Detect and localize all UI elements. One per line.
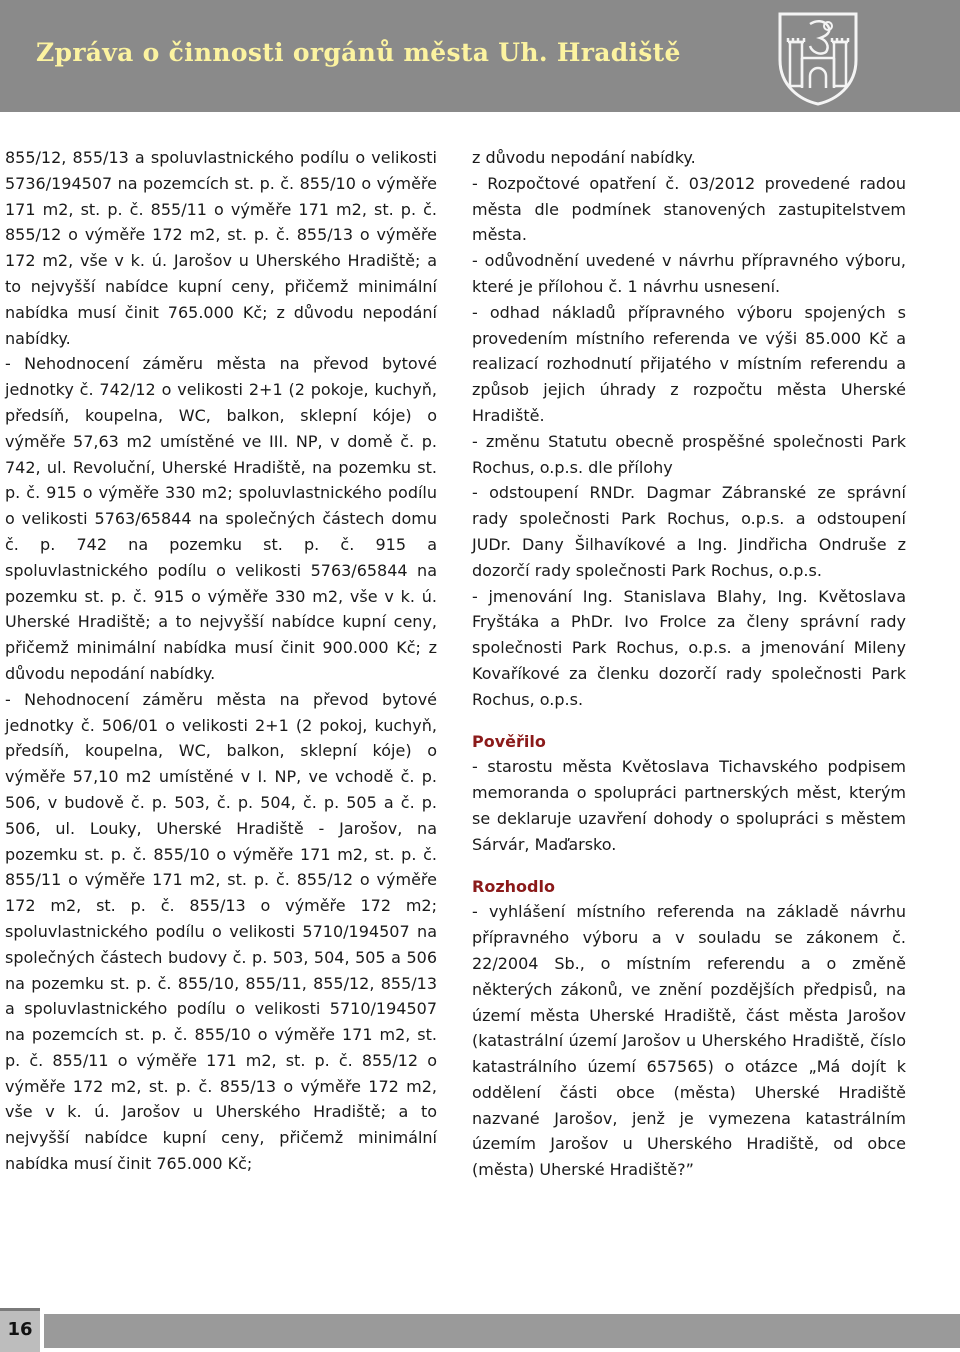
page-number: 16 [7, 1319, 33, 1340]
page-title: Zpráva o činnosti orgánů města Uh. Hradiště [36, 38, 681, 67]
paragraph: - vyhlášení místního referenda na základě návrhu přípravného výboru a v souladu se zákonem č. 22/2004 Sb., o místním referendu a o změně některých zákonů, ve znění pozdějších předpisů, na území města Uherské Hradiště, část města Jarošov (katastrální území Jarošov u Uherského Hradiště, číslo katastrálního území 657565) o otázce „Má dojít k oddělení části obce (města) Uherské Hradiště nazvané Jarošov, jenž je vymezena katastrálním územím Jarošov u Uherského Hradiště, od obce (města) Uherské Hradiště?” [472, 902, 906, 1180]
footer-bar [44, 1314, 960, 1348]
paragraph: - odhad nákladů přípravného výboru spojených s provedením místního referenda ve výši 85.000 Kč a realizací rozhodnutí přijatého v místním referendu a způsob jejich úhrady z rozpočtu města Uherské Hradiště. [472, 302, 906, 425]
paragraph: - starostu města Květoslava Tichavského podpisem memoranda o spolupráci partnerských měst, kterým se deklaruje uzavření dohody o spolupráci s městem Sárvár, Maďarsko. [472, 757, 906, 854]
paragraph: - jmenování Ing. Stanislava Blahy, Ing. Květoslava Fryštáka a PhDr. Ivo Frolce za členy správní rady společnosti Park Rochus, o.p.s. a jmenování Mileny Kovaříkové za členku dozorčí rady společnosti Park Rochus, o.p.s. [472, 586, 906, 709]
paragraph: - odůvodnění uvedené v návrhu přípravného výboru, které je přílohou č. 1 návrhu usnesení. [472, 251, 906, 296]
page-number-box [0, 1308, 40, 1352]
left-column [5, 145, 437, 1177]
city-coat-of-arms-icon [770, 8, 866, 106]
section-heading-poverilo: Pověřilo [472, 731, 546, 751]
paragraph: z důvodu nepodání nabídky. [472, 148, 696, 167]
paragraph: - Nehodnocení záměru města na převod bytové jednotky č. 506/01 o velikosti 2+1 (2 pokoj, kuchyň, předsíň, koupelna, WC, balkon, sklepní kóje) o výměře 57,10 m2 umístěné v I. NP, ve vchodě č. p. 506, v budově č. p. 503, č. p. 504, č. p. 505 a č. p. 506, ul. Louky, Uherské Hradiště - Jarošov, na pozemku st. p. č. 855/10 o výměře 171 m2, st. p. č. 855/11 o výměře 171 m2, st. p. č. 855/12 o výměře 172 m2, st. p. č. 855/13 o výměře 172 m2; spoluvlastnického podílu o velikosti 5710/194507 na společných částech budovy č. p. 503, 504, 505 a 506 na pozemku st. p. č. 855/10, 855/11, 855/12, 855/13 a spoluvlastnického podílu o velikosti 5710/194507 na pozemcích st. p. č. 855/10 o výměře 171 m2, st. p. č. 855/11 o výměře 171 m2, st. p. č. 855/12 o výměře 172 m2, st. p. č. 855/13 o výměře 172 m2, vše v k. ú. Jarošov u Uherského Hradiště; a to nejvyšší nabídce kupní ceny, přičemž minimální nabídka musí činit 765.000 Kč; [5, 689, 437, 1174]
paragraph: - Nehodnocení záměru města na převod bytové jednotky č. 742/12 o velikosti 2+1 (2 pokoje, kuchyň, předsíň, koupelna, WC, balkon, sklepní kóje) o výměře 57,63 m2 umístěné ve III. NP, v domě č. p. 742, ul. Revoluční, Uherské Hradiště, na pozemku st. p. č. 915 o výměře 330 m2; spoluvlastnického podílu o velikosti 5763/65844 na společných částech domu č. p. 742 na pozemku st. p. č. 915 a spoluvlastnického podílu o velikosti 5763/65844 na pozemku st. p. č. 915 o výměře 330 m2, vše v k. ú. Uherské Hradiště; a to nejvyšší nabídce kupní ceny, přičemž minimální nabídka musí činit 900.000 Kč; z důvodu nepodání nabídky. [5, 354, 437, 683]
section-heading-rozhodlo: Rozhodlo [472, 876, 555, 896]
paragraph: - změnu Statutu obecně prospěšné společnosti Park Rochus, o.p.s. dle přílohy [472, 431, 906, 477]
paragraph: - odstoupení RNDr. Dagmar Zábranské ze správní rady společnosti Park Rochus, o.p.s. a odstoupení JUDr. Dany Šilhavíkové a Ing. Jindřicha Ondruše z dozorčí rady společnosti Park Rochus, o.p.s. [472, 483, 906, 580]
page-header [0, 0, 960, 112]
right-column [472, 145, 906, 1183]
paragraph: 855/12, 855/13 a spoluvlastnického podílu o velikosti 5736/194507 na pozemcích st. p. č. 855/10 o výměře 171 m2, st. p. č. 855/11 o výměře 171 m2, st. p. č. 855/12 o výměře 172 m2, st. p. č. 855/13 o výměře 172 m2, vše v k. ú. Jarošov u Uherského Hradiště; a to nejvyšší nabídce kupní ceny, přičemž minimální nabídka musí činit 765.000 Kč; z důvodu nepodání nabídky. [5, 148, 437, 348]
paragraph: - Rozpočtové opatření č. 03/2012 provedené radou města dle podmínek stanovených zastupitelstvem města. [472, 173, 906, 245]
